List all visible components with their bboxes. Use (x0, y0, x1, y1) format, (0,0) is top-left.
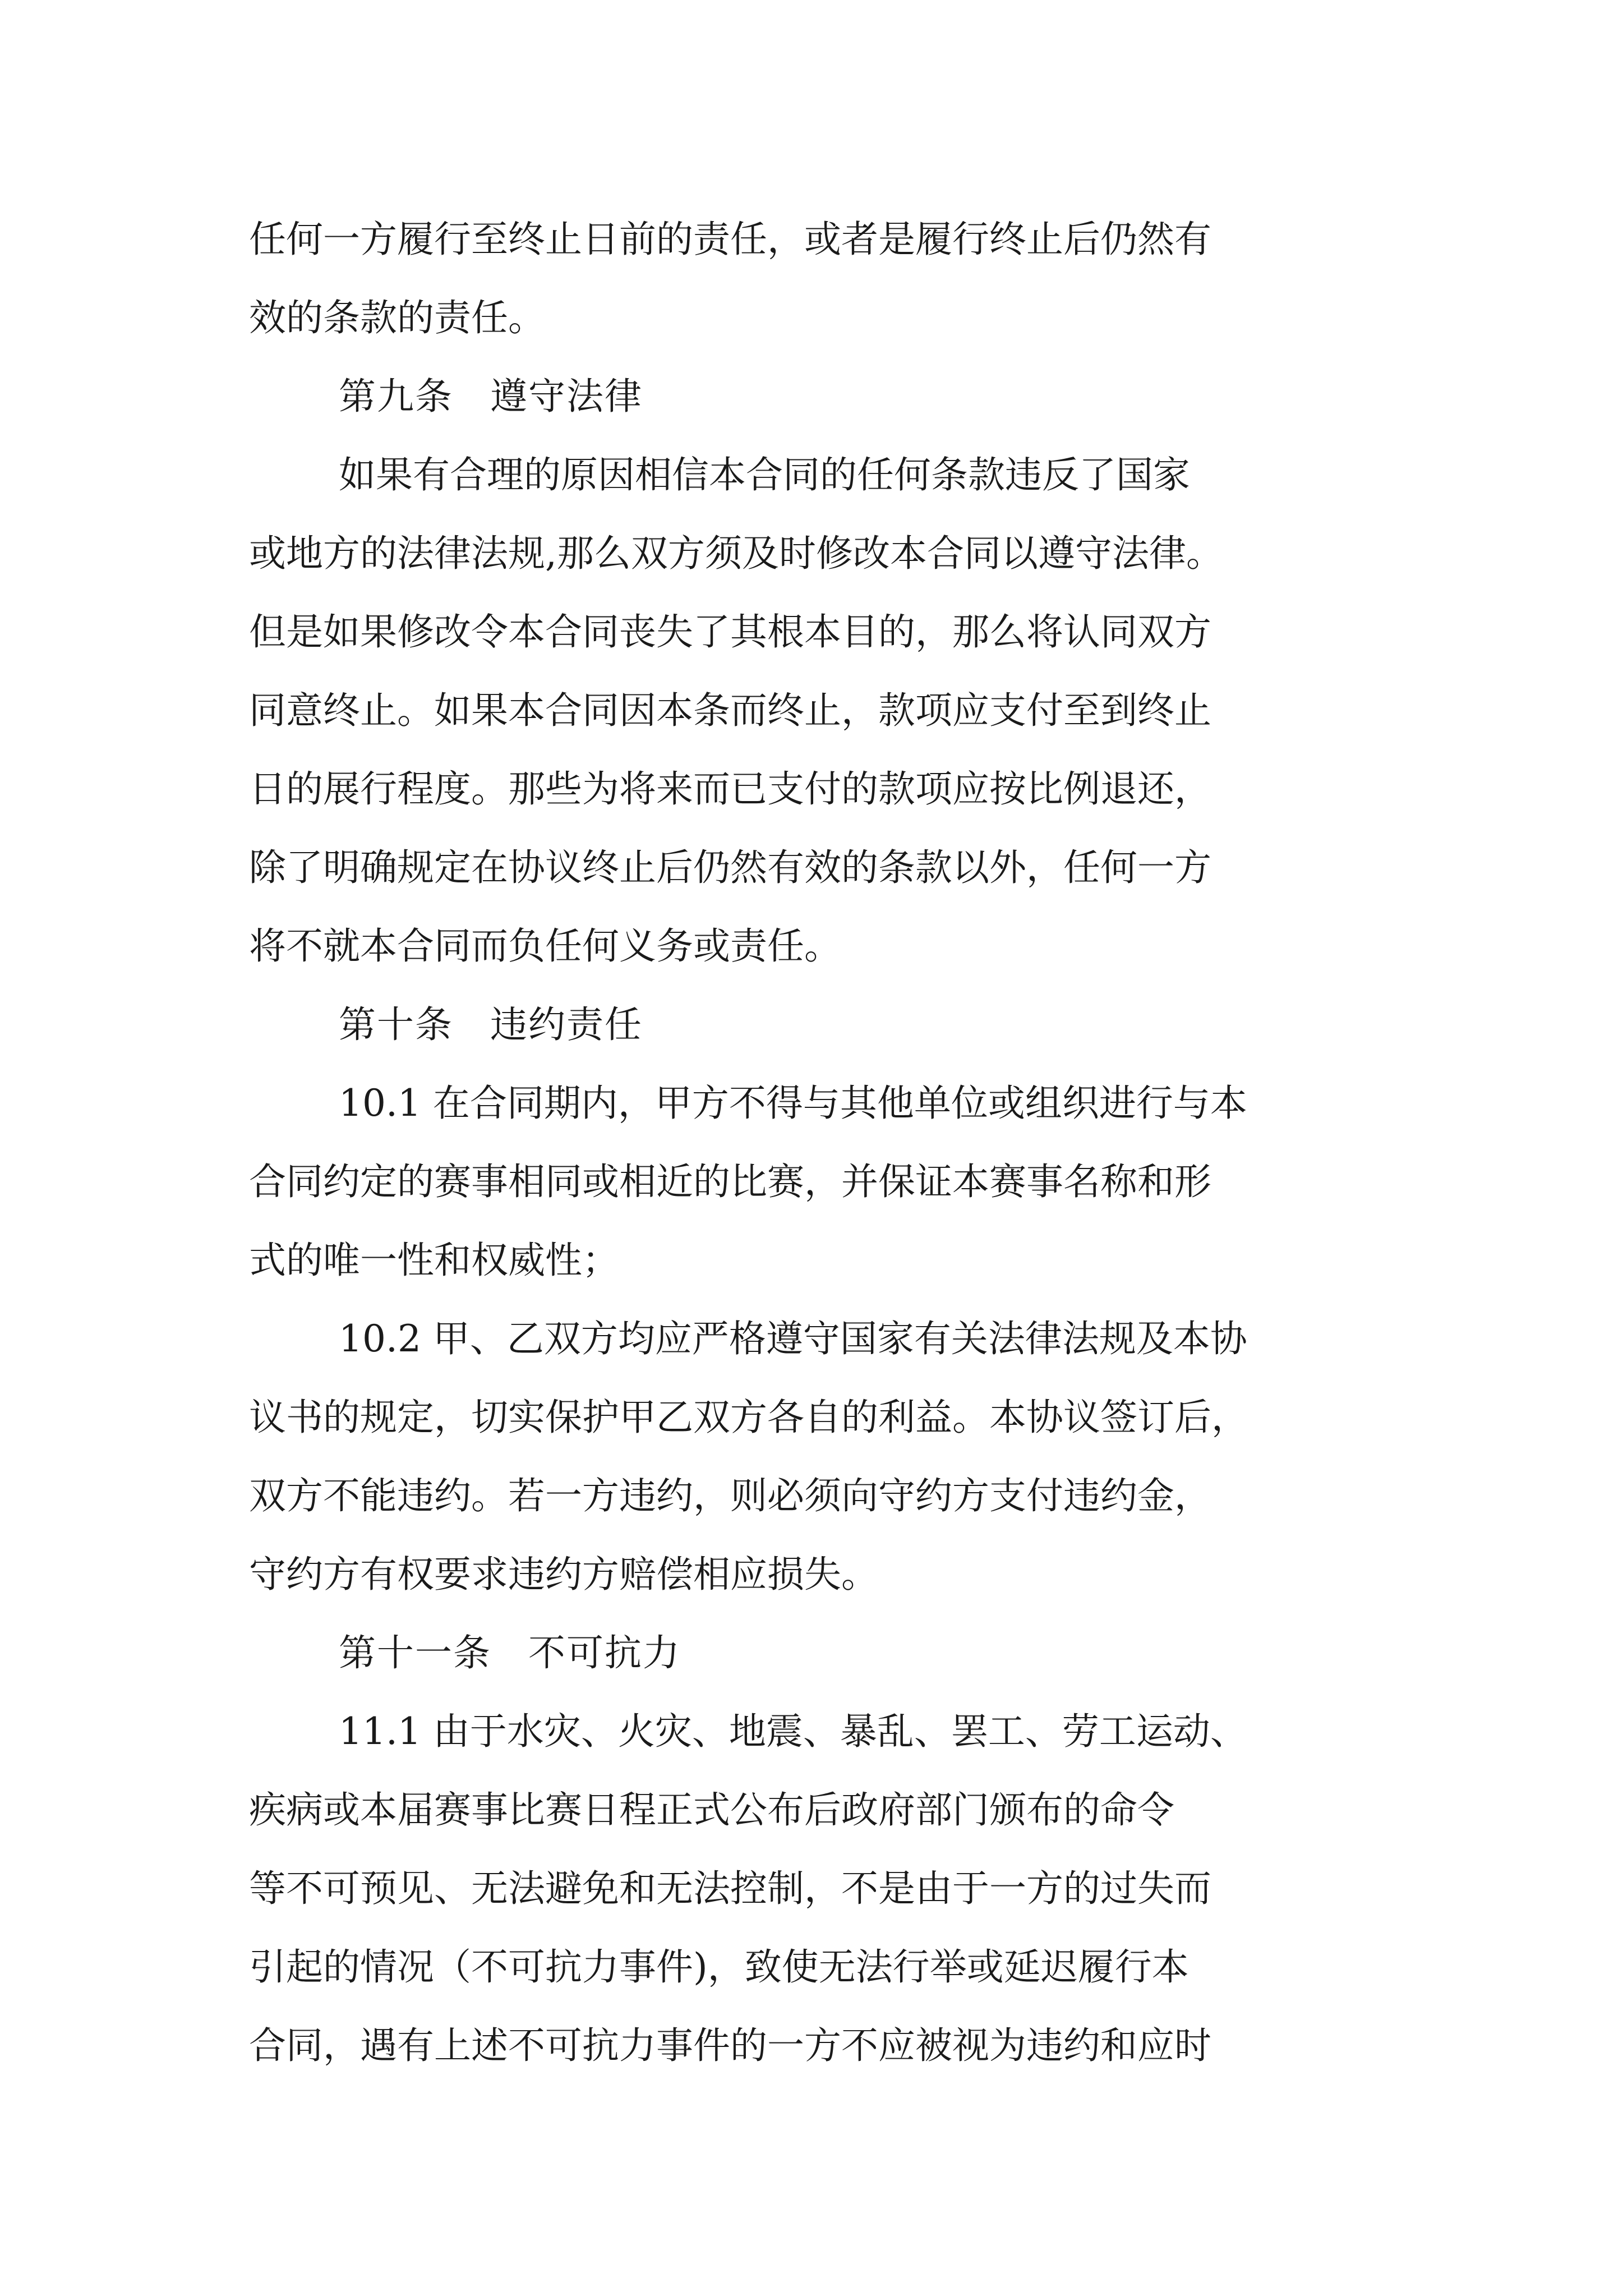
text-line: 双方不能违约。若一方违约，则必须向守约方支付违约金， (249, 1474, 1211, 1517)
article-10-heading (339, 994, 643, 1056)
text-line: 11.1 由于水灾、火灾、地震、暴乱、罢工、劳工运动、 (339, 1710, 1247, 1753)
text-line: 式的唯一性和权威性； (249, 1239, 619, 1282)
article-title: 遵守法律 (490, 375, 643, 418)
article-title: 不可抗力 (528, 1631, 681, 1674)
text-line: 如果有合理的原因相信本合同的任何条款违反了国家 (339, 453, 1190, 496)
text-line: 效的条款的责任。 (249, 296, 545, 339)
text-line: 任何一方履行至终止日前的责任，或者是履行终止后仍然有 (249, 218, 1211, 261)
text-line: 疾病或本届赛事比赛日程正式公布后政府部门颁布的命令 (249, 1788, 1174, 1832)
article-title: 违约责任 (490, 1003, 643, 1046)
text-line: 同意终止。如果本合同因本条而终止，款项应支付至到终止 (249, 689, 1211, 732)
text-line: 议书的规定，切实保护甲乙双方各自的利益。本协议签订后， (249, 1396, 1248, 1439)
text-line: 日的展行程度。那些为将来而已支付的款项应按比例退还， (249, 767, 1211, 811)
text-line: 或地方的法律法规,那么双方须及时修改本合同以遵守法律。 (249, 532, 1223, 575)
article-number: 第十一条 (339, 1631, 491, 1674)
text-line: 等不可预见、无法避免和无法控制，不是由于一方的过失而 (249, 1867, 1211, 1910)
text-line: 10.2 甲、乙双方均应严格遵守国家有关法律法规及本协 (339, 1317, 1247, 1360)
text-line: 合同，遇有上述不可抗力事件的一方不应被视为违约和应时 (249, 2024, 1211, 2067)
article-number: 第十条 (339, 1003, 453, 1046)
article-11-heading (339, 1622, 681, 1684)
text-line: 引起的情况（不可抗力事件)，致使无法行举或延迟履行本 (249, 1945, 1189, 1989)
text-line: 10.1 在合同期内，甲方不得与其他单位或组织进行与本 (339, 1082, 1247, 1125)
text-line: 守约方有权要求违约方赔偿相应损失。 (249, 1553, 878, 1596)
text-line: 除了明确规定在协议终止后仍然有效的条款以外，任何一方 (249, 846, 1211, 889)
article-9-heading (339, 366, 643, 427)
text-line: 合同约定的赛事相同或相近的比赛，并保证本赛事名称和形 (249, 1160, 1211, 1203)
text-line: 将不就本合同而负任何义务或责任。 (249, 924, 841, 968)
text-line: 但是如果修改令本合同丧失了其根本目的，那么将认同双方 (249, 610, 1211, 654)
article-number: 第九条 (339, 375, 453, 418)
